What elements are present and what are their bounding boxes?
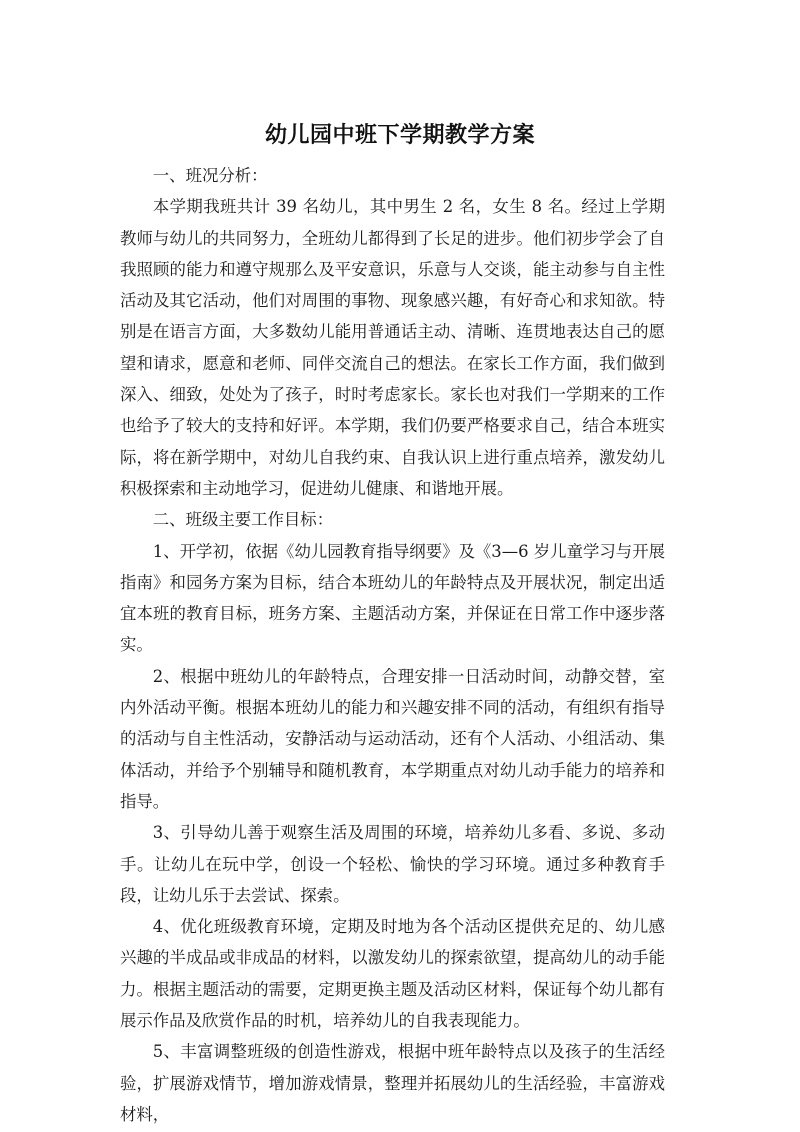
paragraph: 4、优化班级教育环境，定期及时地为各个活动区提供充足的、幼儿感兴趣的半成品或非成品的材料，以激发幼儿的探索欲望，提高幼儿的动手能力。根据主题活动的需要，定期更换主题及活动区材料，保证每个幼儿都有展示作品及欣赏作品的时机，培养幼儿的自我表现能力。 <box>120 917 665 1031</box>
paragraph: 3、引导幼儿善于观察生活及周围的环境，培养幼儿多看、多说、多动手。让幼儿在玩中学，创设一个轻松、愉快的学习环境。通过多种教育手段，让幼儿乐于去尝试、探索。 <box>120 823 665 905</box>
paragraph: 2、根据中班幼儿的年龄特点，合理安排一日活动时间，动静交替，室内外活动平衡。根据本班幼儿的能力和兴趣安排不同的活动，有组织有指导的活动与自主性活动，安静活动与运动活动，还有个人活动、小组活动、集体活动，并给予个别辅导和随机教育，本学期重点对幼儿动手能力的培养和指导。 <box>120 666 665 811</box>
paragraph: 1、开学初，依据《幼儿园教育指导纲要》及《3—6 岁儿童学习与开展指南》和园务方案为目标，结合本班幼儿的年龄特点及开展状况，制定出适宜本班的教育目标，班务方案、主题活动方案，并保证在日常工作中逐步落实。 <box>120 541 665 655</box>
document-title: 幼儿园中班下学期教学方案 <box>264 123 535 148</box>
paragraph: 本学期我班共计 39 名幼儿，其中男生 2 名，女生 8 名。经过上学期教师与幼儿的共同努力，全班幼儿都得到了长足的进步。他们初步学会了自我照顾的能力和遵守规那么及平安意识，乐意与人交谈，能主动参与自主性活动及其它活动，他们对周围的事物、现象感兴趣，有好奇心和求知欲。特别是在语言方面，大多数幼儿能用普通话主动、清晰、连贯地表达自己的愿望和请求，愿意和老师、同伴交流自己的想法。在家长工作方面，我们做到深入、细致，处处为了孩子，时时考虑家长。家长也对我们一学期来的工作也给予了较大的支持和好评。本学期，我们仍要严格要求自己，结合本班实际，将在新学期中，对幼儿自我约束、自我认识上进行重点培养，激发幼儿积极探索和主动地学习，促进幼儿健康、和谐地开展。 <box>120 197 665 498</box>
paragraph: 5、丰富调整班级的创造性游戏，根据中班年龄特点以及孩子的生活经验，扩展游戏情节，增加游戏情景，整理并拓展幼儿的生活经验，丰富游戏材料， <box>120 1042 665 1124</box>
document-body <box>120 160 665 1130</box>
section-heading-class-goals: 二、班级主要工作目标： <box>152 510 334 530</box>
section-heading-class-analysis: 一、班况分析： <box>152 166 268 185</box>
